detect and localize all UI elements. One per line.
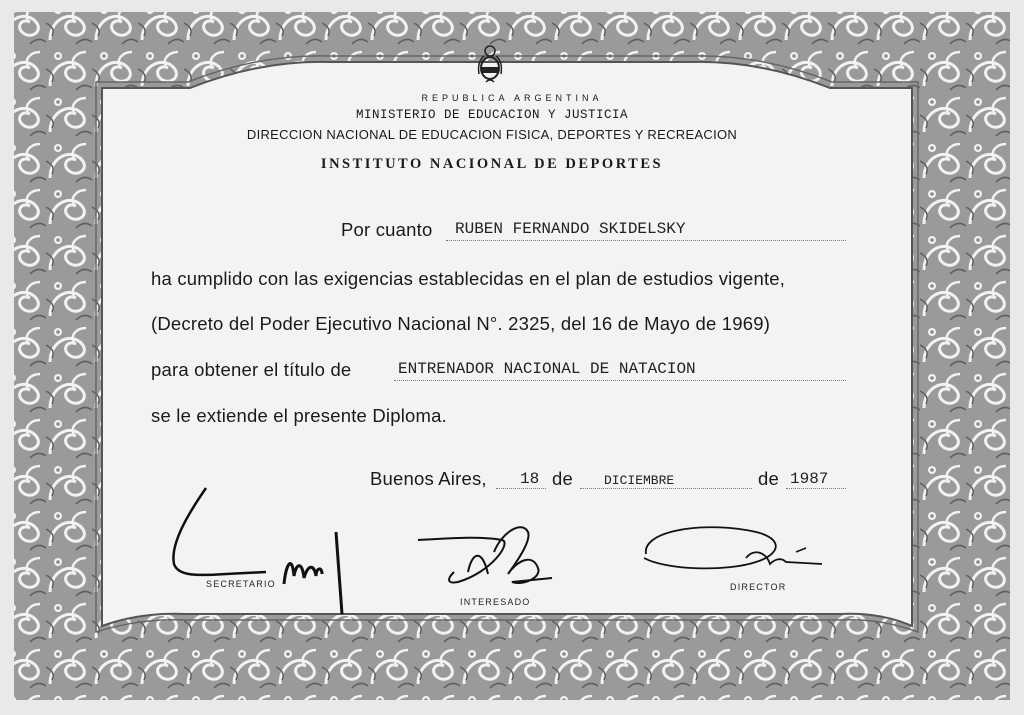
- interesado-label: INTERESADO: [460, 597, 531, 607]
- director-label: DIRECTOR: [730, 582, 787, 592]
- day-dotted-line: [496, 488, 546, 489]
- coat-of-arms-icon: [476, 44, 504, 86]
- title-dotted-line: [394, 380, 846, 381]
- secretario-label: SECRETARIO: [206, 579, 276, 589]
- por-cuanto-label: Por cuanto: [341, 219, 433, 240]
- degree-title: ENTRENADOR NACIONAL DE NATACION: [398, 360, 696, 378]
- year-dotted-line: [786, 488, 846, 489]
- place-label: Buenos Aires,: [370, 468, 487, 489]
- date-day: 18: [520, 470, 540, 488]
- interesado-signature: [412, 512, 562, 592]
- institute-header: INSTITUTO NACIONAL DE DEPORTES: [320, 156, 664, 172]
- director-signature: [636, 518, 836, 588]
- month-dotted-line: [580, 488, 752, 489]
- secretario-signature: [166, 484, 356, 624]
- ministry-header: MINISTERIO DE EDUCACION Y JUSTICIA: [355, 108, 629, 122]
- date-year: 1987: [790, 470, 829, 488]
- diploma-text: se le extiende el presente Diploma.: [151, 405, 447, 426]
- recipient-name: RUBEN FERNANDO SKIDELSKY: [455, 220, 686, 238]
- date-month: DICIEMBRE: [604, 473, 675, 488]
- decree-text: (Decreto del Poder Ejecutivo Nacional N°. 2325, del 16 de Mayo de 1969): [151, 313, 771, 334]
- titulo-label: para obtener el título de: [151, 359, 352, 380]
- date-de-1: de: [552, 468, 573, 489]
- republic-header: REPUBLICA ARGENTINA: [421, 93, 603, 103]
- name-dotted-line: [446, 240, 846, 241]
- requirements-text: ha cumplido con las exigencias establecidas en el plan de estudios vigente,: [151, 268, 786, 289]
- date-de-2: de: [758, 468, 779, 489]
- direction-header: DIRECCION NACIONAL DE EDUCACION FISICA, DEPORTES Y RECREACION: [246, 127, 738, 142]
